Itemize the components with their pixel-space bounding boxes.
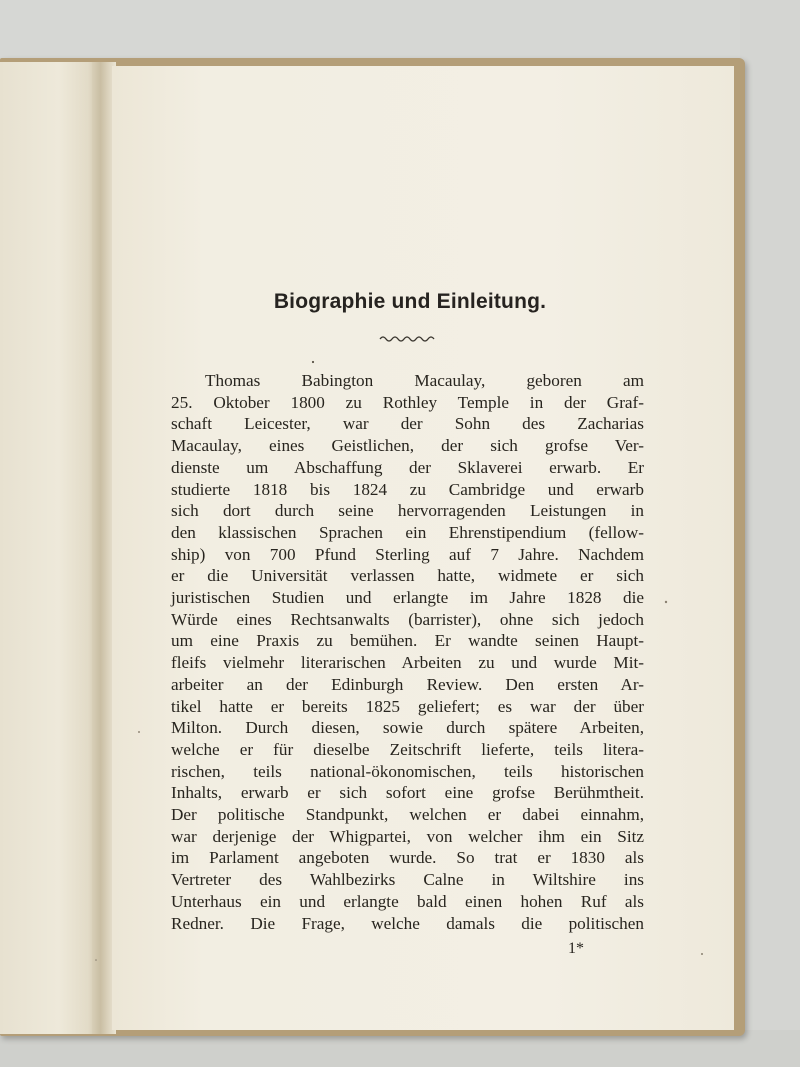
text-line: um eine Praxis zu bemühen. Er wandte seinen Haupt- xyxy=(171,631,644,651)
text-line: ship) von 700 Pfund Sterling auf 7 Jahre. Nachdem xyxy=(171,544,644,564)
text-line: juristischen Studien und erlangte im Jahre 1828 die xyxy=(171,588,644,607)
text-line: den klassischen Sprachen ein Ehrenstipendium (fellow- xyxy=(171,522,644,542)
text-line: im Parlament angeboten wurde. So trat er 1830 als xyxy=(171,848,644,868)
text-line: 25. Oktober 1800 zu Rothley Temple in der Graf- xyxy=(171,392,644,412)
page-number: 1* xyxy=(568,940,584,957)
page-title: Biographie und Einleitung. xyxy=(273,290,547,313)
text-line: Macaulay, eines Geistlichen, der sich grofse Ver- xyxy=(171,436,644,456)
text-line: Thomas Babington Macaulay, geboren am xyxy=(205,371,644,390)
text-line: Vertreter des Wahlbezirks Calne in Wiltshire ins xyxy=(171,870,644,890)
text-line: sich dort durch seine hervorragenden Leistungen in xyxy=(171,501,644,521)
text-line: welche er für dieselbe Zeitschrift lieferte, teils litera- xyxy=(171,739,644,759)
text-line: Würde eines Rechtsanwalts (barrister), ohne sich jedoch xyxy=(171,609,644,629)
text-line: er die Universität verlassen hatte, widmete er sich xyxy=(171,566,644,586)
text-line: Redner. Die Frage, welche damals die politischen xyxy=(171,913,644,933)
text-line: schaft Leicester, war der Sohn des Zacharias xyxy=(171,414,644,434)
text-line: arbeiter an der Edinburgh Review. Den ersten Ar- xyxy=(171,674,644,694)
text-line: Der politische Standpunkt, welchen er dabei einnahm, xyxy=(171,805,644,824)
text-line: dienste um Abschaffung der Sklaverei erwarb. Er xyxy=(171,457,644,477)
text-line: Inhalts, erwarb er sich sofort eine grofse Berühmtheit. xyxy=(171,783,644,803)
text-line: studierte 1818 bis 1824 zu Cambridge und erwarb xyxy=(171,479,644,499)
text-line: tikel hatte er bereits 1825 geliefert; es war der über xyxy=(171,696,644,716)
text-line: Milton. Durch diesen, sowie durch spätere Arbeiten, xyxy=(171,718,644,738)
text-line: Unterhaus ein und erlangte bald einen hohen Ruf als xyxy=(171,891,644,911)
text-line: war derjenige der Whigpartei, von welcher ihm ein Sitz xyxy=(171,826,644,846)
text-line: fleifs vielmehr literarischen Arbeiten zu und wurde Mit- xyxy=(171,653,644,673)
text-line: rischen, teils national-ökonomischen, teils historischen xyxy=(171,761,644,781)
